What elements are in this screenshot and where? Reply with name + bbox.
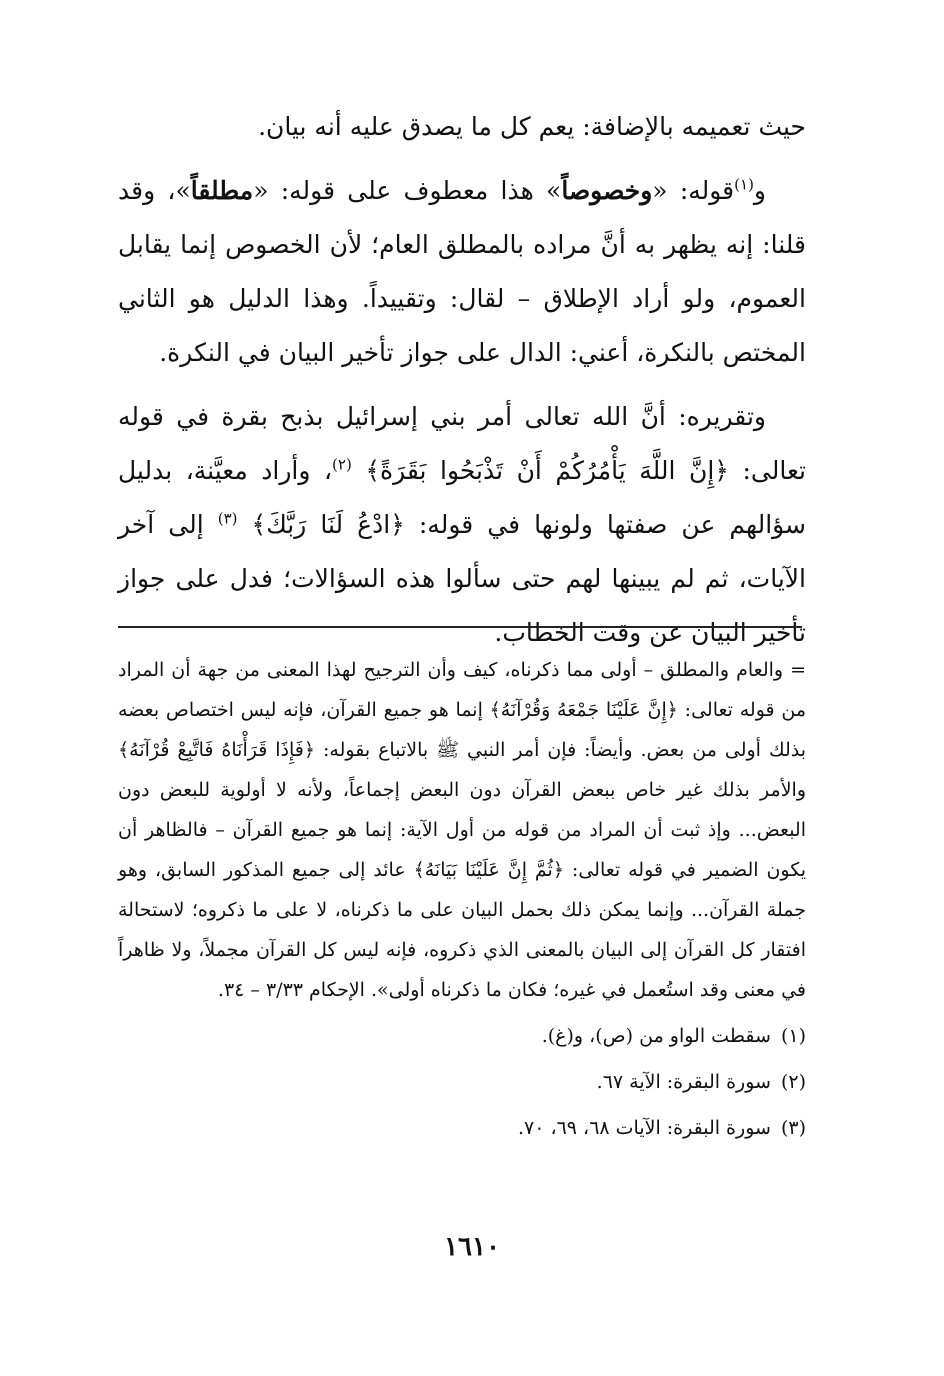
footnote-ref-1: (١) <box>734 175 754 194</box>
footnote-2 <box>118 1062 806 1102</box>
footnote-3 <box>118 1108 806 1148</box>
note-quran-verse-2: ﴿فَإِذَا قَرَأْنَاهُ فَاتَّبِعْ قُرْآنَهُ﴾ <box>118 739 316 761</box>
continued-note <box>118 650 806 1010</box>
paragraph-3-text-2: ، وأراد معيَّنة، بدليل سؤالهم عن صفتها ولونها في قوله: <box>118 456 807 539</box>
paragraph-2-waw: و <box>753 176 766 205</box>
footnotes-section <box>118 650 806 1148</box>
continued-note-text-3: والأمر بذلك غير خاص ببعض القرآن دون البعض إجماعاً، ولأنه لا أولوية للبعض دون البعض... وإذ ثبت أن المراد من قوله من أول الآية: إنما هو جميع القرآن – فالظاهر أن يكون الضمير في قوله تعالى: <box>118 779 806 881</box>
footnote-2-text: سورة البقرة: الآية ٦٧. <box>596 1071 771 1093</box>
footnote-2-number: (٢) <box>780 1071 806 1093</box>
page-number: ١٦١٠ <box>444 1232 500 1262</box>
footnote-3-number: (٣) <box>780 1117 806 1139</box>
quran-verse-1: ﴿إِنَّ اللَّهَ يَأْمُرُكُمْ أَنْ تَذْبَحُوا بَقَرَةً﴾ <box>365 456 729 485</box>
main-text <box>118 100 806 660</box>
quoted-term-mutlaq: مطلقاً <box>190 176 254 205</box>
paragraph-2-text-3: »، وقد قلنا: إنه يظهر به أنَّ مراده بالمطلق العام؛ لأن الخصوص إنما يقابل العموم، ولو أراد الإطلاق – لقال: وتقييداً. وهذا الدليل هو الثاني المختص بالنكرة، أعني: الدال على جواز تأخير البيان في النكرة. <box>118 176 806 367</box>
footnote-divider <box>118 626 802 628</box>
footnote-1-text: سقطت الواو من (ص)، و(غ). <box>541 1025 771 1047</box>
paragraph-3-text-3: إلى آخر الآيات، ثم لم يبينها لهم حتى سألوا هذه السؤالات؛ فدل على جواز تأخير البيان عن وقت الخطاب. <box>118 510 806 647</box>
paragraph-2 <box>118 164 806 380</box>
note-quran-verse-3: ﴿ثُمَّ إِنَّ عَلَيْنَا بَيَانَهُ﴾ <box>413 859 564 881</box>
note-quran-verse-1: ﴿إِنَّ عَلَيْنَا جَمْعَهُ وَقُرْآنَهُ﴾ <box>489 699 678 721</box>
footnote-ref-2: (٢) <box>332 455 352 474</box>
continued-note-text-1: = والعام والمطلق – أولى مما ذكرناه، كيف وأن الترجيح لهذا المعنى من جهة أن المراد من قوله تعالى: <box>118 659 806 721</box>
quran-verse-2: ﴿ادْعُ لَنَا رَبَّكَ﴾ <box>251 510 405 539</box>
paragraph-2-text-1: قوله: « <box>652 176 735 205</box>
paragraph-1: حيث تعميمه بالإضافة: يعم كل ما يصدق عليه أنه بيان. <box>258 112 806 141</box>
footnote-1-number: (١) <box>780 1025 806 1047</box>
paragraph-3-text-1: وتقريره: أنَّ الله تعالى أمر بني إسرائيل بذبح بقرة في قوله تعالى: <box>118 402 806 485</box>
paragraph-2-text-2: » هذا معطوف على قوله: « <box>253 176 562 205</box>
footnote-ref-3: (٣) <box>217 509 238 528</box>
continued-note-text-2: إنما هو جميع القرآن، فإنه ليس اختصاص بعضه بذلك أولى من بعض. وأيضاً: فإن أمر النبي ﷺ بالاتباع بقوله: <box>118 699 807 761</box>
footnote-3-text: سورة البقرة: الآيات ٦٨، ٦٩، ٧٠. <box>517 1117 771 1139</box>
footnote-1 <box>118 1016 806 1056</box>
continued-note-text-4: عائد إلى جميع المذكور السابق، وهو جملة القرآن... وإنما يمكن ذلك بحمل البيان على ما ذكرناه، لا على ما ذكروه؛ لاستحالة افتقار كل القرآن إلى البيان بالمعنى الذي ذكروه، فإنه ليس كل القرآن مجملاً، ولا ظاهراً في معنى وقد استُعمل في غيره؛ فكان ما ذكرناه أولى». الإحكام ٣/٣٣ – ٣٤. <box>118 859 806 1001</box>
paragraph-3 <box>118 390 806 660</box>
quoted-term-khusus: وخصوصاً <box>561 176 653 205</box>
